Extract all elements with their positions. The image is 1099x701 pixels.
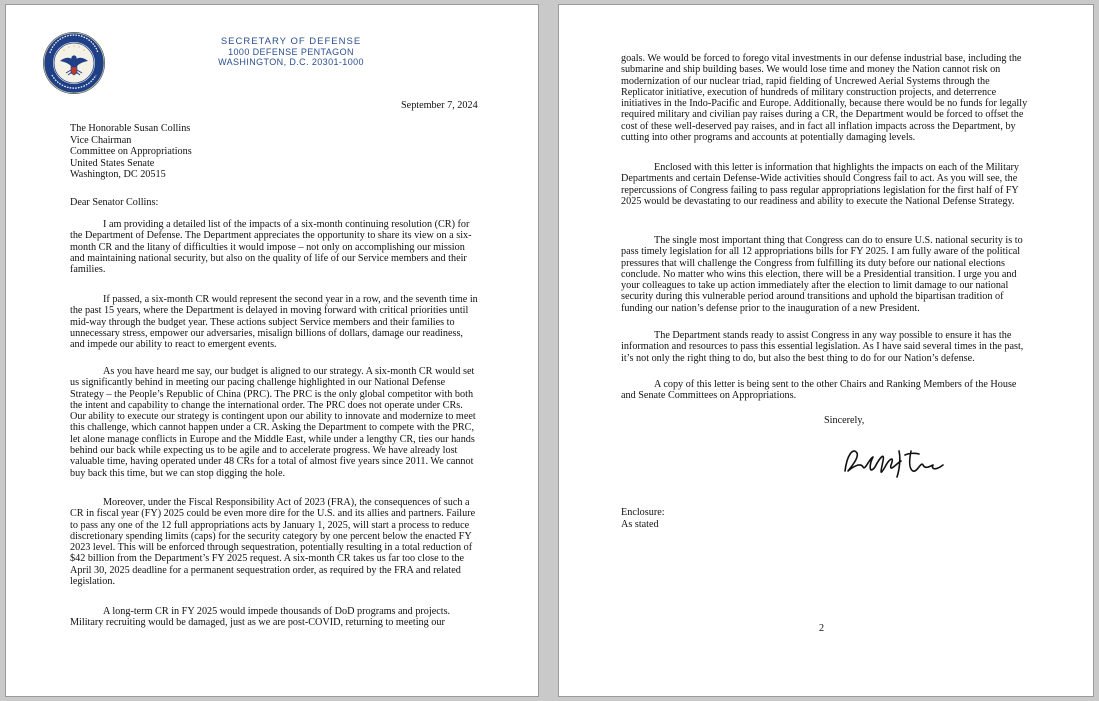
recipient-body: United States Senate bbox=[70, 157, 155, 169]
department-of-defense-seal-icon bbox=[42, 31, 106, 95]
letterhead-city-line: WASHINGTON, D.C. 20301-1000 bbox=[218, 57, 364, 67]
handwritten-signature-icon bbox=[839, 441, 951, 481]
enclosure-value: As stated bbox=[621, 518, 659, 530]
enclosure bbox=[621, 507, 665, 530]
body-paragraph: A copy of this letter is being sent to the other Chairs and Ranking Members of the House and Senate Committees on Appropriations. bbox=[621, 379, 1017, 402]
recipient-city: Washington, DC 20515 bbox=[70, 169, 166, 181]
body-paragraph: goals. We would be forced to forego vital investments in our defense industrial base, including the submarine and ship building bases. We would lose time and money the Nation cannot risk on modernization of our nuclear triad, rapid fielding of Uncrewed Aerial Systems through the Replicator initiative, execution of hundreds of military construction projects, and deterrence initiatives in the Indo-Pacific and Europe. Additionally, because there would be no funds for legally required military and civilian pay raises during a CR, the Department would be forced to offset the cost of these well-deserved pay raises, and in fact all inflation impacts across the Department, by cutting into other programs and accounts at potentially damaging levels. bbox=[621, 53, 1028, 144]
body-paragraph: Enclosed with this letter is information that highlights the impacts on each of the Military Departments and certain Defense-Wide activities should Congress fail to act. As you will see, the repercussions of Congress failing to pass regular appropriations legislation for the first half of FY 2025 would be devastating to our readiness and ability to execute the National Defense Strategy. bbox=[621, 162, 1019, 207]
letterhead bbox=[191, 37, 391, 67]
letter-page-2 bbox=[558, 4, 1094, 697]
closing: Sincerely, bbox=[824, 415, 865, 426]
letter-page-1 bbox=[5, 4, 539, 697]
letterhead-address-line: 1000 DEFENSE PENTAGON bbox=[228, 47, 354, 57]
body-paragraph: I am providing a detailed list of the impacts of a six-month continuing resolution (CR) for the Department of Defense. The Department appreciates the opportunity to share its view on a six-month CR and the litany of difficulties it would impose – not only on accomplishing our mission and maintaining national security, but also on the quality of life of our Service members and their families. bbox=[70, 219, 472, 276]
body-paragraph: As you have heard me say, our budget is aligned to our strategy. A six-month CR would set us significantly behind in meeting our pacing challenge highlighted in our National Defense Strategy – the People’s Republic of China (PRC). The PRC is the only global competitor with both the intent and capability to change the international order. The PRC does not operate under CRs. Our ability to execute our strategy is contingent upon our ability to innovate and modernize to meet this challenge, which cannot happen under a CR. Asking the Department to compete with the PRC, let alone manage conflicts in Europe and the Middle East, while under a lengthy CR, ties our hands behind our back while expecting us to be agile and to accelerate progress. We have already lost valuable time, having operated under 48 CRs for a total of almost five years since 2011. We cannot buy back this time, but we can stop digging the hole. bbox=[70, 366, 476, 479]
body-paragraph: The Department stands ready to assist Congress in any way possible to ensure it has the information and resources to pass this essential legislation. As I have said several times in the past, it’s not only the right thing to do, but also the best thing to do for our Nation’s defense. bbox=[621, 330, 1024, 364]
recipient-address bbox=[70, 123, 192, 181]
body-paragraph: The single most important thing that Congress can do to ensure U.S. national security is to pass timely legislation for all 12 appropriations bills for FY 2025. I am fully aware of the political pressures that will challenge the Congress from fulfilling its duty before our national elections conclude. No matter who wins this election, there will be a Presidential transition. I urge you and your colleagues to take up action immediately after the election to limit damage to our national security during this vulnerable period around transitions and uphold the bipartisan tradition of funding our nation’s defense prior to the inauguration of a new President. bbox=[621, 235, 1023, 314]
page-number: 2 bbox=[819, 623, 825, 634]
body-paragraph: Moreover, under the Fiscal Responsibility Act of 2023 (FRA), the consequences of such a CR in fiscal year (FY) 2025 could be even more dire for the U.S. and its allies and partners. Failure to pass any one of the 12 full appropriations acts by January 1, 2025, will start a process to reduce discretionary spending limits (caps) for the security category by one percent below the enacted FY 2023 level. This will be enforced through sequestration, potentially resulting in a total reduction of $42 billion from the Department’s FY 2025 request. A six-month CR takes us far too close to the April 30, 2025 deadline for a permanent sequestration order, as required by the FRA and related legislation. bbox=[70, 497, 476, 588]
recipient-name: The Honorable Susan Collins bbox=[70, 123, 191, 134]
salutation: Dear Senator Collins: bbox=[70, 197, 159, 208]
letterhead-title: SECRETARY OF DEFENSE bbox=[220, 36, 362, 47]
enclosure-label: Enclosure: bbox=[621, 507, 665, 518]
recipient-committee: Committee on Appropriations bbox=[70, 146, 192, 158]
body-paragraph: If passed, a six-month CR would represent the second year in a row, and the seventh time in the past 15 years, where the Department is delayed in moving forward with critical priorities until mid-way through the budget year. These actions subject Service members and their families to unnecessary stress, empower our adversaries, misalign billions of dollars, damage our readiness, and impede our ability to react to emergent events. bbox=[70, 294, 478, 351]
recipient-title: Vice Chairman bbox=[70, 134, 132, 146]
body-paragraph: A long-term CR in FY 2025 would impede thousands of DoD programs and projects. Military recruiting would be damaged, just as we are post-COVID, returning to meeting our bbox=[70, 606, 451, 629]
letter-date: September 7, 2024 bbox=[401, 100, 478, 111]
